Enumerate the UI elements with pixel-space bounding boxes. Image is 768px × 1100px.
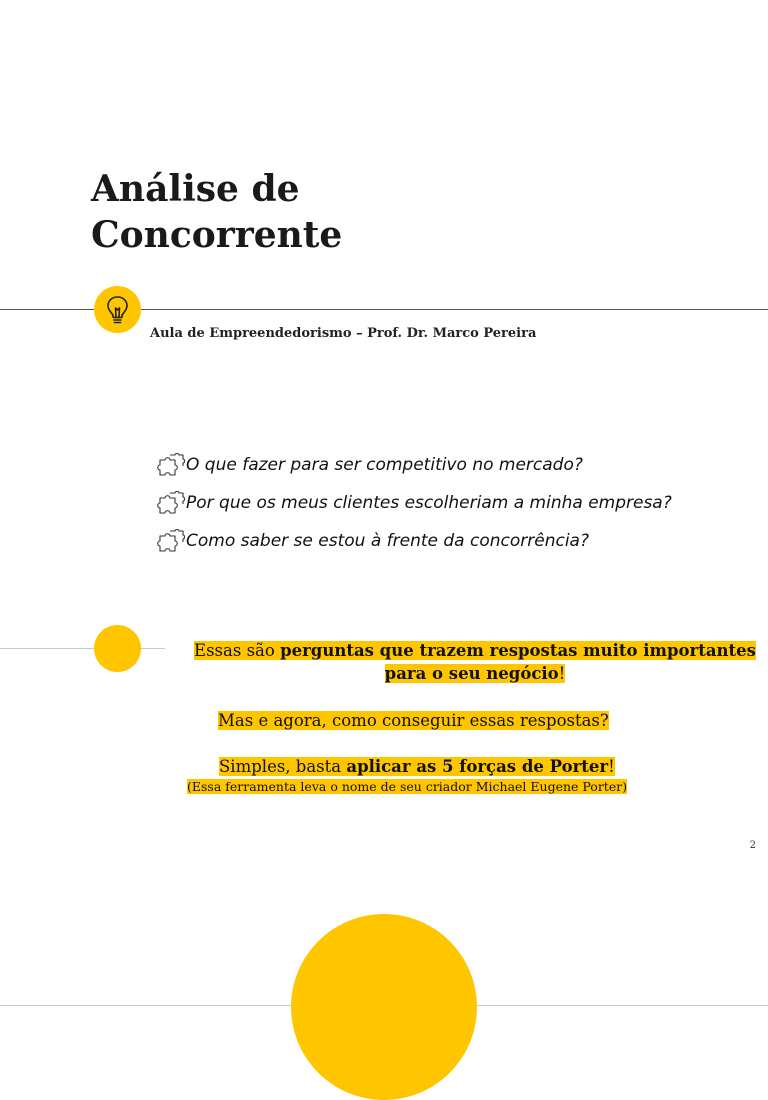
question-text: Como saber se estou à frente da concorrência? [186,531,589,551]
slide-title [91,166,342,258]
paragraph-importance [192,639,758,685]
slide-subtitle: Aula de Empreendedorismo – Prof. Dr. Marco Pereira [150,326,537,341]
title-line-1: Análise de [91,168,300,210]
paragraph-importance-line1: Essas são perguntas que trazem respostas muito importantes [194,641,756,660]
question-text: Por que os meus clientes escolheriam a minha empresa? [186,493,672,513]
question-item-2 [156,490,672,516]
bottom-divider-right [477,1005,768,1006]
paragraph-importance-line2: para o seu negócio! [384,664,566,683]
paragraph-question: Mas e agora, como conseguir essas respostas? [218,711,609,730]
paragraph-porter: Simples, basta aplicar as 5 forças de Porter! [219,757,615,776]
question-item-3 [156,528,589,554]
puzzle-icon [156,528,186,554]
puzzle-icon [156,490,186,516]
title-divider [0,309,94,310]
section-marker-circle [94,625,141,672]
porter-note: (Essa ferramenta leva o nome de seu criador Michael Eugene Porter) [187,779,628,794]
question-item-1 [156,452,583,478]
bottom-divider-left [0,1005,291,1006]
lightbulb-icon [94,286,141,333]
section-divider-left [0,648,94,649]
question-text: O que fazer para ser competitivo no mercado? [186,455,583,475]
lightbulb-badge [94,286,141,333]
puzzle-icon [156,452,186,478]
page-number: 2 [749,840,756,851]
title-line-2: Concorrente [91,214,343,256]
section-divider-right [141,648,165,649]
bottom-decor-circle [291,914,477,1100]
title-divider-right [141,309,768,310]
